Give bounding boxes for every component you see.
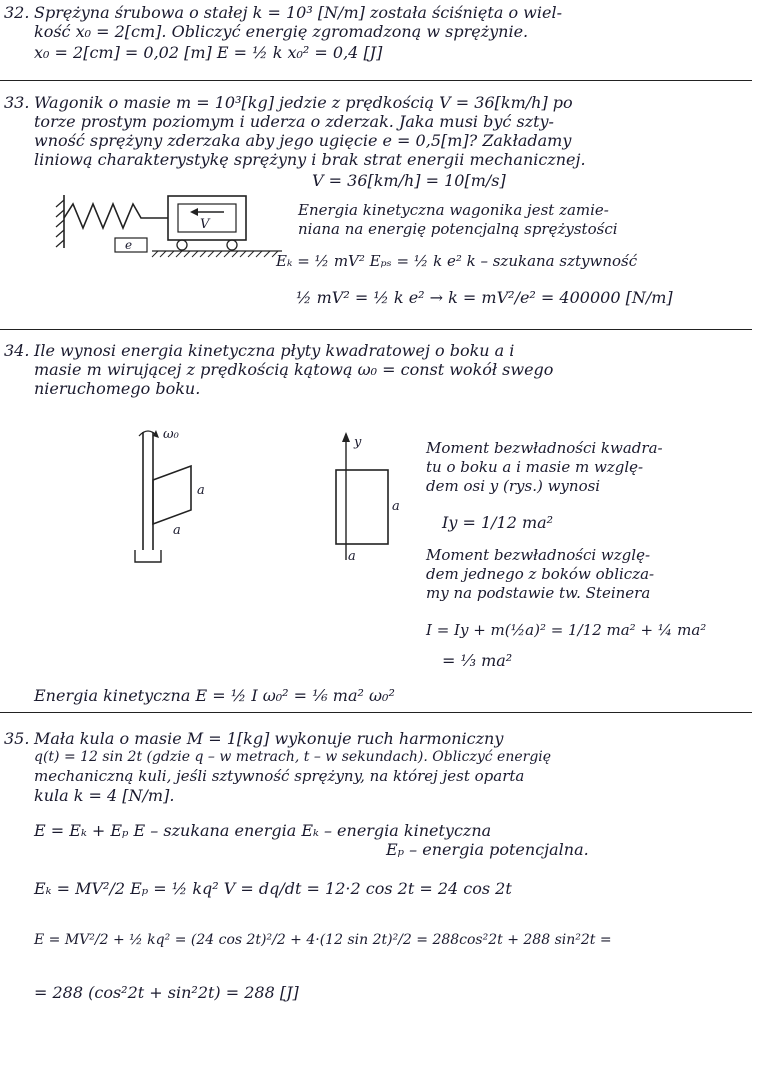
side-label: a [173,523,181,538]
deflection-label: e [125,238,133,252]
solution-line: dem osi y (rys.) wynosi [426,477,601,495]
problem-number: 32. [4,3,30,22]
side-label: a [392,499,400,514]
formula-line: E = MV²/2 + ½ kq² = (24 cos 2t)²/2 + 4·(12 sin 2t)²/2 = 288cos²2t + 288 sin²2t = [34,932,612,948]
solution-line: V = 36[km/h] = 10[m/s] [312,171,506,190]
solution-line: Moment bezwładności wzglę- [426,546,651,564]
omega-label: ω₀ [163,427,179,442]
solution-line: my na podstawie tw. Steinera [426,584,651,602]
problem-text: torze prostym poziomym i uderza o zderzak. Jaka musi być szty- [34,112,554,131]
axis-label: y [354,435,362,450]
separator-line [0,712,752,713]
formula-line: Eₖ = MV²/2 Eₚ = ½ kq² V = dq/dt = 12·2 cos 2t = 24 cos 2t [34,879,512,898]
solution-line: E = Eₖ + Eₚ E – szukana energia Eₖ – energia kinetyczna [34,821,492,840]
problem-text: Ile wynosi energia kinetyczna płyty kwadratowej o boku a i [34,341,515,360]
problem-text: q(t) = 12 sin 2t (gdzie q – w metrach, t – w sekundach). Obliczyć energię [34,749,552,765]
problem-text: nieruchomego boku. [34,379,201,398]
solution-line: niana na energię potencjalną sprężystości [298,220,618,238]
problem-text: wność sprężyny zderzaka aby jego ugięcie e = 0,5[m]? Zakładamy [34,131,572,150]
side-label: a [197,483,205,498]
formula-line: = 288 (cos²2t + sin²2t) = 288 [J] [34,983,299,1002]
problem-text: Mała kula o masie M = 1[kg] wykonuje ruch harmoniczny [34,729,504,748]
problem-text: liniową charakterystykę sprężyny i brak strat energii mechanicznej. [34,150,586,169]
velocity-label: V [200,217,210,232]
problem-text: mechaniczną kuli, jeśli sztywność sprężyny, na której jest oparta [34,767,525,785]
problem-text: kość x₀ = 2[cm]. Obliczyć energię zgromadzoną w sprężynie. [34,22,529,41]
side-label: a [348,549,356,564]
solution-line: Moment bezwładności kwadra- [426,439,663,457]
problem-number: 33. [4,93,30,112]
separator-line [0,329,752,330]
formula-line: = ⅓ ma² [442,651,513,670]
square-axis-figure [320,430,410,570]
formula-line: ½ mV² = ½ k e² → k = mV²/e² = 400000 [N/m] [296,288,673,307]
problem-number: 34. [4,341,30,360]
rotating-plate-figure [125,422,235,572]
solution-line: x₀ = 2[cm] = 0,02 [m] E = ½ k x₀² = 0,4 [J] [34,43,383,62]
solution-line: tu o boku a i masie m wzglę- [426,458,644,476]
problem-text: masie m wirującej z prędkością kątową ω₀ = const wokół swego [34,360,554,379]
problem-text: Wagonik o masie m = 10³[kg] jedzie z prędkością V = 36[km/h] po [34,93,573,112]
separator-line [0,80,752,81]
problem-number: 35. [4,729,30,748]
problem-text: Sprężyna śrubowa o stałej k = 10³ [N/m] została ściśnięta o wiel- [34,3,562,22]
solution-line: Energia kinetyczna wagonika jest zamie- [298,201,609,219]
formula-line: Energia kinetyczna E = ½ I ω₀² = ⅙ ma² ω₀² [34,686,395,705]
formula-line: I = Iy + m(½a)² = 1/12 ma² + ¼ ma² [426,621,707,639]
wagon-spring-figure [40,190,290,270]
solution-line: Eₚ – energia potencjalna. [386,840,589,859]
formula-line: Iy = 1/12 ma² [442,513,554,532]
problem-text: kula k = 4 [N/m]. [34,786,175,805]
formula-line: Eₖ = ½ mV² Eₚₛ = ½ k e² k – szukana sztywność [276,252,638,270]
solution-line: dem jednego z boków oblicza- [426,565,655,583]
